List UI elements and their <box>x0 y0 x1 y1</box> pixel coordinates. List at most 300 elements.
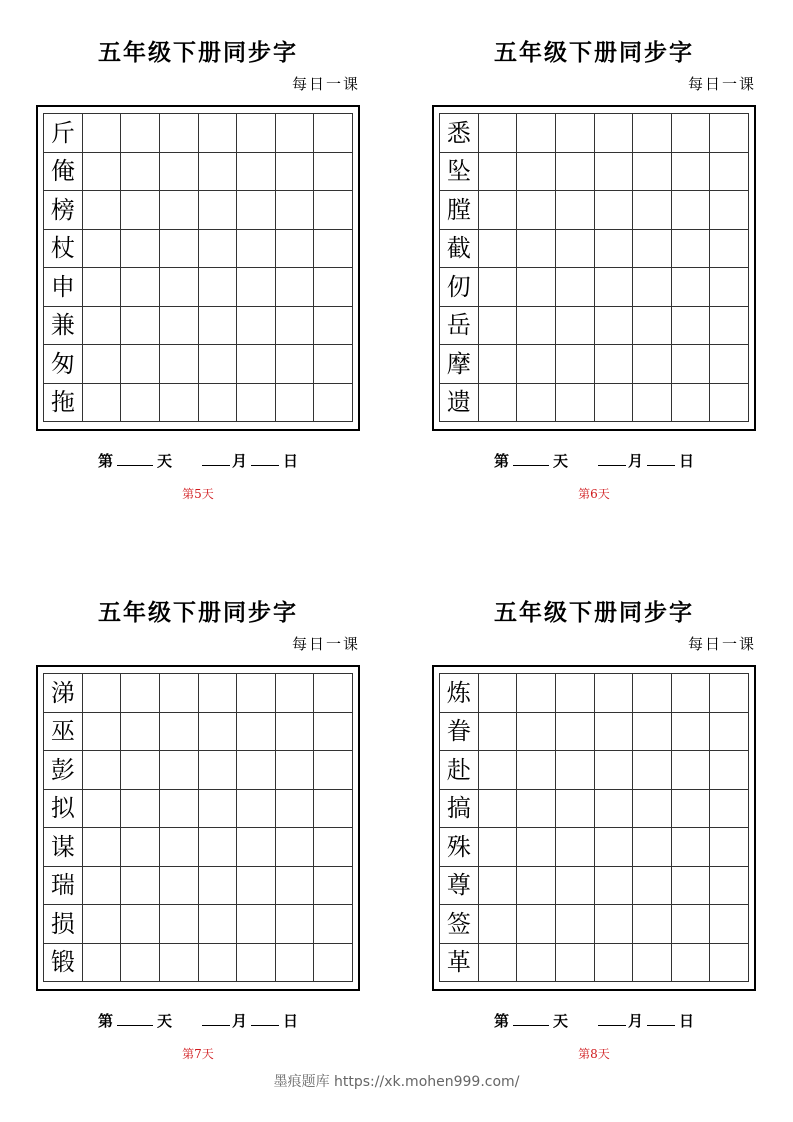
writing-cell[interactable] <box>517 307 556 346</box>
writing-cell[interactable] <box>633 307 672 346</box>
writing-cell[interactable] <box>276 114 315 153</box>
day-tag: 第5天 <box>182 487 214 501</box>
writing-cell[interactable] <box>276 751 315 790</box>
practice-grid <box>43 113 353 422</box>
writing-cell[interactable] <box>314 944 353 983</box>
writing-cell[interactable] <box>237 384 276 423</box>
writing-cell[interactable] <box>517 751 556 790</box>
writing-cell[interactable] <box>479 944 518 983</box>
model-character: 谋 <box>44 828 83 867</box>
writing-cell[interactable] <box>83 268 122 307</box>
writing-cell[interactable] <box>710 384 749 423</box>
writing-cell[interactable] <box>595 153 634 192</box>
writing-cell[interactable] <box>517 905 556 944</box>
day-prefix-label: 第 <box>97 452 113 470</box>
writing-cell[interactable] <box>633 713 672 752</box>
writing-cell[interactable] <box>276 384 315 423</box>
writing-cell[interactable] <box>314 674 353 713</box>
writing-cell[interactable] <box>517 944 556 983</box>
day-suffix-label: 天 <box>156 1012 172 1030</box>
writing-cell[interactable] <box>83 905 122 944</box>
sheet-title: 五年级下册同步字 <box>494 599 694 626</box>
writing-cell[interactable] <box>276 307 315 346</box>
model-character: 签 <box>440 905 479 944</box>
writing-cell[interactable] <box>83 307 122 346</box>
writing-cell[interactable] <box>237 268 276 307</box>
writing-cell[interactable] <box>633 905 672 944</box>
writing-cell[interactable] <box>276 790 315 829</box>
writing-cell[interactable] <box>83 153 122 192</box>
writing-cell[interactable] <box>672 307 711 346</box>
writing-cell[interactable] <box>83 230 122 269</box>
writing-cell[interactable] <box>121 713 160 752</box>
writing-cell[interactable] <box>237 790 276 829</box>
day-suffix-label: 天 <box>156 452 172 470</box>
writing-cell[interactable] <box>710 867 749 906</box>
writing-cell[interactable] <box>237 751 276 790</box>
writing-cell[interactable] <box>314 384 353 423</box>
writing-cell[interactable] <box>517 153 556 192</box>
writing-cell[interactable] <box>121 153 160 192</box>
model-character: 尊 <box>440 867 479 906</box>
writing-cell[interactable] <box>121 345 160 384</box>
writing-cell[interactable] <box>595 114 634 153</box>
writing-cell[interactable] <box>199 944 238 983</box>
writing-cell[interactable] <box>556 905 595 944</box>
writing-cell[interactable] <box>199 790 238 829</box>
writing-cell[interactable] <box>276 191 315 230</box>
writing-cell[interactable] <box>556 230 595 269</box>
writing-cell[interactable] <box>160 905 199 944</box>
date-blank[interactable] <box>251 1013 279 1026</box>
writing-cell[interactable] <box>556 674 595 713</box>
writing-cell[interactable] <box>121 790 160 829</box>
writing-cell[interactable] <box>276 944 315 983</box>
writing-cell[interactable] <box>556 751 595 790</box>
writing-cell[interactable] <box>160 191 199 230</box>
model-character: 匆 <box>44 345 83 384</box>
writing-cell[interactable] <box>595 944 634 983</box>
sheet-subtitle: 每日一课 <box>291 75 360 93</box>
writing-cell[interactable] <box>237 114 276 153</box>
writing-cell[interactable] <box>276 230 315 269</box>
model-character: 膛 <box>440 191 479 230</box>
writing-cell[interactable] <box>83 751 122 790</box>
writing-cell[interactable] <box>199 345 238 384</box>
day-tag: 第7天 <box>182 1047 214 1061</box>
writing-cell[interactable] <box>479 153 518 192</box>
writing-cell[interactable] <box>121 230 160 269</box>
day-number-blank[interactable] <box>513 1013 549 1026</box>
writing-cell[interactable] <box>160 790 199 829</box>
writing-cell[interactable] <box>314 828 353 867</box>
model-character: 兼 <box>44 307 83 346</box>
writing-cell[interactable] <box>121 905 160 944</box>
model-character: 遗 <box>440 384 479 423</box>
writing-cell[interactable] <box>314 751 353 790</box>
writing-cell[interactable] <box>633 790 672 829</box>
writing-cell[interactable] <box>237 674 276 713</box>
writing-cell[interactable] <box>479 191 518 230</box>
writing-cell[interactable] <box>710 944 749 983</box>
writing-cell[interactable] <box>672 713 711 752</box>
model-character: 俺 <box>44 153 83 192</box>
model-character: 殊 <box>440 828 479 867</box>
writing-cell[interactable] <box>517 345 556 384</box>
writing-cell[interactable] <box>83 674 122 713</box>
writing-cell[interactable] <box>556 713 595 752</box>
sheet-subtitle: 每日一课 <box>291 635 360 653</box>
sheet-subtitle: 每日一课 <box>687 635 756 653</box>
writing-cell[interactable] <box>83 790 122 829</box>
writing-cell[interactable] <box>633 828 672 867</box>
writing-cell[interactable] <box>517 713 556 752</box>
model-character: 搞 <box>440 790 479 829</box>
writing-cell[interactable] <box>710 751 749 790</box>
sheet-title: 五年级下册同步字 <box>494 39 694 66</box>
writing-cell[interactable] <box>314 713 353 752</box>
writing-cell[interactable] <box>121 384 160 423</box>
writing-cell[interactable] <box>314 345 353 384</box>
writing-cell[interactable] <box>479 307 518 346</box>
model-character: 拖 <box>44 384 83 423</box>
writing-cell[interactable] <box>314 307 353 346</box>
writing-cell[interactable] <box>710 713 749 752</box>
writing-cell[interactable] <box>633 153 672 192</box>
writing-cell[interactable] <box>517 828 556 867</box>
model-character: 炼 <box>440 674 479 713</box>
writing-cell[interactable] <box>314 114 353 153</box>
writing-cell[interactable] <box>121 191 160 230</box>
writing-cell[interactable] <box>479 713 518 752</box>
writing-cell[interactable] <box>237 944 276 983</box>
writing-cell[interactable] <box>517 268 556 307</box>
writing-cell[interactable] <box>595 751 634 790</box>
model-character: 赴 <box>440 751 479 790</box>
month-blank[interactable] <box>598 1013 626 1026</box>
writing-cell[interactable] <box>479 751 518 790</box>
writing-cell[interactable] <box>83 345 122 384</box>
writing-cell[interactable] <box>633 191 672 230</box>
writing-cell[interactable] <box>237 230 276 269</box>
writing-cell[interactable] <box>276 828 315 867</box>
writing-cell[interactable] <box>160 713 199 752</box>
writing-cell[interactable] <box>710 114 749 153</box>
footer-watermark: 墨痕题库 https://xk.mohen999.com/ <box>273 1074 520 1090</box>
writing-cell[interactable] <box>199 674 238 713</box>
writing-cell[interactable] <box>556 384 595 423</box>
writing-cell[interactable] <box>595 674 634 713</box>
writing-cell[interactable] <box>276 713 315 752</box>
writing-cell[interactable] <box>276 674 315 713</box>
writing-cell[interactable] <box>633 674 672 713</box>
writing-cell[interactable] <box>556 307 595 346</box>
writing-cell[interactable] <box>517 191 556 230</box>
writing-cell[interactable] <box>83 944 122 983</box>
writing-cell[interactable] <box>556 828 595 867</box>
writing-cell[interactable] <box>672 944 711 983</box>
writing-cell[interactable] <box>276 345 315 384</box>
month-label: 月 <box>232 452 248 470</box>
writing-cell[interactable] <box>595 790 634 829</box>
model-character: 悉 <box>440 114 479 153</box>
writing-cell[interactable] <box>479 790 518 829</box>
day-number-blank[interactable] <box>513 453 549 466</box>
writing-cell[interactable] <box>199 307 238 346</box>
writing-cell[interactable] <box>314 191 353 230</box>
model-character: 斤 <box>44 114 83 153</box>
day-suffix-label: 天 <box>552 1012 568 1030</box>
writing-cell[interactable] <box>199 905 238 944</box>
writing-cell[interactable] <box>479 674 518 713</box>
writing-cell[interactable] <box>83 114 122 153</box>
model-character: 榜 <box>44 191 83 230</box>
writing-cell[interactable] <box>672 114 711 153</box>
writing-cell[interactable] <box>517 114 556 153</box>
writing-cell[interactable] <box>479 828 518 867</box>
day-number-blank[interactable] <box>117 453 153 466</box>
writing-cell[interactable] <box>556 191 595 230</box>
practice-grid-frame <box>36 665 360 991</box>
writing-cell[interactable] <box>479 230 518 269</box>
writing-cell[interactable] <box>237 191 276 230</box>
writing-cell[interactable] <box>83 828 122 867</box>
writing-cell[interactable] <box>160 674 199 713</box>
writing-cell[interactable] <box>479 905 518 944</box>
writing-cell[interactable] <box>710 905 749 944</box>
writing-cell[interactable] <box>237 345 276 384</box>
model-character: 瑞 <box>44 867 83 906</box>
writing-cell[interactable] <box>633 230 672 269</box>
writing-cell[interactable] <box>595 905 634 944</box>
practice-sheet <box>33 30 363 500</box>
writing-cell[interactable] <box>314 905 353 944</box>
writing-cell[interactable] <box>633 114 672 153</box>
day-prefix-label: 第 <box>97 1012 113 1030</box>
date-line <box>33 450 363 471</box>
writing-cell[interactable] <box>595 713 634 752</box>
writing-cell[interactable] <box>672 674 711 713</box>
writing-cell[interactable] <box>595 268 634 307</box>
writing-cell[interactable] <box>517 230 556 269</box>
writing-cell[interactable] <box>199 751 238 790</box>
writing-cell[interactable] <box>199 191 238 230</box>
month-label: 月 <box>232 1012 248 1030</box>
writing-cell[interactable] <box>672 230 711 269</box>
writing-cell[interactable] <box>672 751 711 790</box>
writing-cell[interactable] <box>633 751 672 790</box>
writing-cell[interactable] <box>633 345 672 384</box>
sheet-title: 五年级下册同步字 <box>98 39 298 66</box>
practice-grid-frame <box>432 105 756 431</box>
writing-cell[interactable] <box>237 828 276 867</box>
writing-cell[interactable] <box>556 268 595 307</box>
writing-cell[interactable] <box>121 828 160 867</box>
practice-sheet <box>33 590 363 1060</box>
writing-cell[interactable] <box>199 268 238 307</box>
date-blank[interactable] <box>647 453 675 466</box>
writing-cell[interactable] <box>314 230 353 269</box>
writing-cell[interactable] <box>672 384 711 423</box>
day-tag: 第8天 <box>578 1047 610 1061</box>
writing-cell[interactable] <box>479 867 518 906</box>
writing-cell[interactable] <box>479 345 518 384</box>
writing-cell[interactable] <box>595 828 634 867</box>
writing-cell[interactable] <box>710 268 749 307</box>
practice-grid-frame <box>36 105 360 431</box>
writing-cell[interactable] <box>517 384 556 423</box>
model-character: 杖 <box>44 230 83 269</box>
writing-cell[interactable] <box>710 307 749 346</box>
writing-cell[interactable] <box>633 944 672 983</box>
writing-cell[interactable] <box>517 790 556 829</box>
writing-cell[interactable] <box>160 384 199 423</box>
month-label: 月 <box>628 452 644 470</box>
writing-cell[interactable] <box>672 790 711 829</box>
day-suffix-label: 天 <box>552 452 568 470</box>
model-character: 申 <box>44 268 83 307</box>
writing-cell[interactable] <box>160 944 199 983</box>
writing-cell[interactable] <box>199 867 238 906</box>
writing-cell[interactable] <box>710 828 749 867</box>
date-blank[interactable] <box>251 453 279 466</box>
writing-cell[interactable] <box>672 268 711 307</box>
writing-cell[interactable] <box>633 867 672 906</box>
writing-cell[interactable] <box>121 867 160 906</box>
writing-cell[interactable] <box>595 230 634 269</box>
writing-cell[interactable] <box>517 867 556 906</box>
practice-sheet <box>429 30 759 500</box>
writing-cell[interactable] <box>160 751 199 790</box>
writing-cell[interactable] <box>83 713 122 752</box>
writing-cell[interactable] <box>517 674 556 713</box>
model-character: 仞 <box>440 268 479 307</box>
writing-cell[interactable] <box>633 268 672 307</box>
writing-cell[interactable] <box>672 345 711 384</box>
writing-cell[interactable] <box>160 153 199 192</box>
writing-cell[interactable] <box>160 867 199 906</box>
writing-cell[interactable] <box>672 191 711 230</box>
model-character: 锻 <box>44 944 83 983</box>
writing-cell[interactable] <box>237 867 276 906</box>
writing-cell[interactable] <box>595 867 634 906</box>
writing-cell[interactable] <box>314 153 353 192</box>
writing-cell[interactable] <box>121 674 160 713</box>
day-tag: 第6天 <box>578 487 610 501</box>
writing-cell[interactable] <box>199 713 238 752</box>
writing-cell[interactable] <box>160 230 199 269</box>
model-character: 坠 <box>440 153 479 192</box>
writing-cell[interactable] <box>710 790 749 829</box>
writing-cell[interactable] <box>237 713 276 752</box>
writing-cell[interactable] <box>556 345 595 384</box>
writing-cell[interactable] <box>710 674 749 713</box>
writing-cell[interactable] <box>672 867 711 906</box>
writing-cell[interactable] <box>710 230 749 269</box>
writing-cell[interactable] <box>556 867 595 906</box>
writing-cell[interactable] <box>160 345 199 384</box>
writing-cell[interactable] <box>199 828 238 867</box>
writing-cell[interactable] <box>83 191 122 230</box>
writing-cell[interactable] <box>479 268 518 307</box>
writing-cell[interactable] <box>556 944 595 983</box>
day-number-blank[interactable] <box>117 1013 153 1026</box>
month-blank[interactable] <box>598 453 626 466</box>
model-character: 摩 <box>440 345 479 384</box>
model-character: 巫 <box>44 713 83 752</box>
writing-cell[interactable] <box>595 384 634 423</box>
writing-cell[interactable] <box>160 828 199 867</box>
writing-cell[interactable] <box>595 307 634 346</box>
writing-cell[interactable] <box>160 268 199 307</box>
writing-cell[interactable] <box>672 905 711 944</box>
date-line <box>429 1010 759 1031</box>
date-line <box>429 450 759 471</box>
date-label: 日 <box>679 1012 695 1030</box>
writing-cell[interactable] <box>199 384 238 423</box>
writing-cell[interactable] <box>556 153 595 192</box>
writing-cell[interactable] <box>710 345 749 384</box>
writing-cell[interactable] <box>237 905 276 944</box>
month-blank[interactable] <box>202 1013 230 1026</box>
writing-cell[interactable] <box>276 905 315 944</box>
writing-cell[interactable] <box>199 153 238 192</box>
writing-cell[interactable] <box>237 153 276 192</box>
writing-cell[interactable] <box>479 114 518 153</box>
writing-cell[interactable] <box>595 191 634 230</box>
writing-cell[interactable] <box>121 307 160 346</box>
writing-cell[interactable] <box>199 230 238 269</box>
writing-cell[interactable] <box>199 114 238 153</box>
writing-cell[interactable] <box>479 384 518 423</box>
writing-cell[interactable] <box>710 191 749 230</box>
model-character: 革 <box>440 944 479 983</box>
practice-grid <box>439 673 749 982</box>
writing-cell[interactable] <box>160 307 199 346</box>
writing-cell[interactable] <box>237 307 276 346</box>
date-line <box>33 1010 363 1031</box>
writing-cell[interactable] <box>672 828 711 867</box>
writing-cell[interactable] <box>556 790 595 829</box>
writing-cell[interactable] <box>121 944 160 983</box>
writing-cell[interactable] <box>672 153 711 192</box>
writing-cell[interactable] <box>276 153 315 192</box>
writing-cell[interactable] <box>314 268 353 307</box>
writing-cell[interactable] <box>314 790 353 829</box>
writing-cell[interactable] <box>556 114 595 153</box>
sheet-title: 五年级下册同步字 <box>98 599 298 626</box>
writing-cell[interactable] <box>276 867 315 906</box>
sheet-subtitle: 每日一课 <box>687 75 756 93</box>
writing-cell[interactable] <box>633 384 672 423</box>
model-character: 岳 <box>440 307 479 346</box>
writing-cell[interactable] <box>276 268 315 307</box>
month-blank[interactable] <box>202 453 230 466</box>
practice-sheet <box>429 590 759 1060</box>
writing-cell[interactable] <box>314 867 353 906</box>
writing-cell[interactable] <box>83 867 122 906</box>
writing-cell[interactable] <box>710 153 749 192</box>
writing-cell[interactable] <box>595 345 634 384</box>
writing-cell[interactable] <box>83 384 122 423</box>
writing-cell[interactable] <box>160 114 199 153</box>
date-blank[interactable] <box>647 1013 675 1026</box>
writing-cell[interactable] <box>121 751 160 790</box>
writing-cell[interactable] <box>121 114 160 153</box>
writing-cell[interactable] <box>121 268 160 307</box>
day-prefix-label: 第 <box>493 1012 509 1030</box>
practice-grid <box>43 673 353 982</box>
